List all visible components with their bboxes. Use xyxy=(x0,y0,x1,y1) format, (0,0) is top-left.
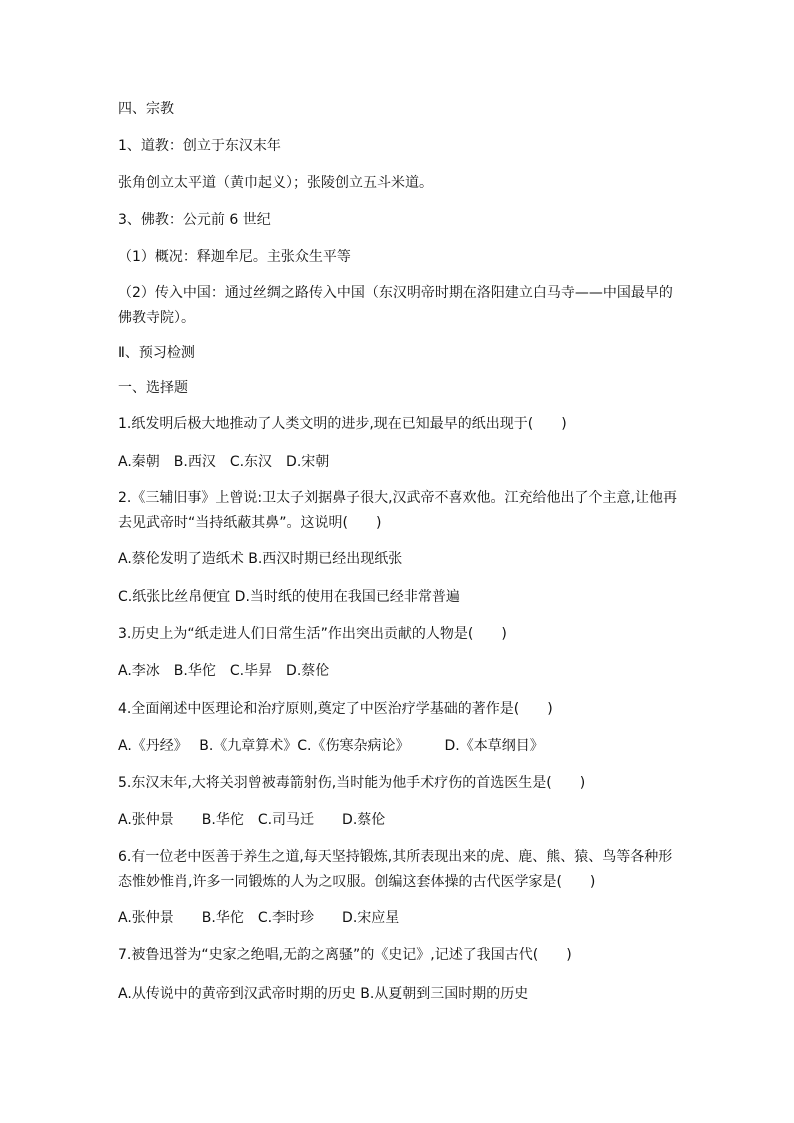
question-3-stem: 3.历史上为“纸走进人们日常生活”作出突出贡献的人物是( ) xyxy=(118,626,507,642)
buddhism-title: 3、佛教：公元前 6 世纪 xyxy=(118,212,271,228)
question-2-options-line1: A.蔡伦发明了造纸术 B.西汉时期已经出现纸张 xyxy=(118,551,403,567)
question-1-stem: 1.纸发明后极大地推动了人类文明的进步,现在已知最早的纸出现于( ) xyxy=(118,416,567,432)
buddhism-overview: （1）概况：释迦牟尼。主张众生平等 xyxy=(118,249,351,265)
question-5-stem: 5.东汉末年,大将关羽曾被毒箭射伤,当时能为他手术疗伤的首选医生是( ) xyxy=(118,775,586,791)
question-3-options: A.李冰 B.华佗 C.毕昇 D.蔡伦 xyxy=(118,663,330,679)
question-7-options: A.从传说中的黄帝到汉武帝时期的历史 B.从夏朝到三国时期的历史 xyxy=(118,986,529,1002)
question-6-options: A.张仲景 B.华佗 C.李时珍 D.宋应星 xyxy=(118,910,400,926)
question-6-stem: 6.有一位老中医善于养生之道,每天坚持锻炼,其所表现出来的虎、鹿、熊、猿、鸟等各种形态惟妙惟肖,许多一同锻炼的人为之叹服。创编这套体操的古代医学家是( ) xyxy=(118,849,673,890)
section-heading-religion: 四、宗教 xyxy=(118,101,174,117)
preview-heading: Ⅱ、预习检测 xyxy=(118,345,195,361)
taoism-detail: 张角创立太平道（黄巾起义）；张陵创立五斗米道。 xyxy=(118,175,433,191)
question-1-options: A.秦朝 B.西汉 C.东汉 D.宋朝 xyxy=(118,454,330,470)
question-5-options: A.张仲景 B.华佗 C.司马迁 D.蔡伦 xyxy=(118,812,386,828)
question-7-stem: 7.被鲁迅誉为“史家之绝唱,无韵之离骚”的《史记》,记述了我国古代( ) xyxy=(118,947,572,963)
question-2-stem: 2.《三辅旧事》上曾说:卫太子刘据鼻子很大,汉武帝不喜欢他。江充给他出了个主意,让他再去见武帝时“当持纸蔽其鼻”。这说明( ) xyxy=(118,490,677,531)
question-2-options-line2: C.纸张比丝帛便宜 D.当时纸的使用在我国已经非常普遍 xyxy=(118,589,460,605)
taoism-title: 1、道教：创立于东汉末年 xyxy=(118,138,281,154)
buddhism-intro: （2）传入中国：通过丝绸之路传入中国（东汉明帝时期在洛阳建立白马寺——中国最早的佛教寺院）。 xyxy=(118,285,673,326)
question-4-stem: 4.全面阐述中医理论和治疗原则,奠定了中医治疗学基础的著作是( ) xyxy=(118,701,553,717)
multiple-choice-heading: 一、选择题 xyxy=(118,380,188,396)
question-4-options: A.《丹经》 B.《九章算术》C.《伤寒杂病论》 D.《本草纲目》 xyxy=(118,738,544,754)
